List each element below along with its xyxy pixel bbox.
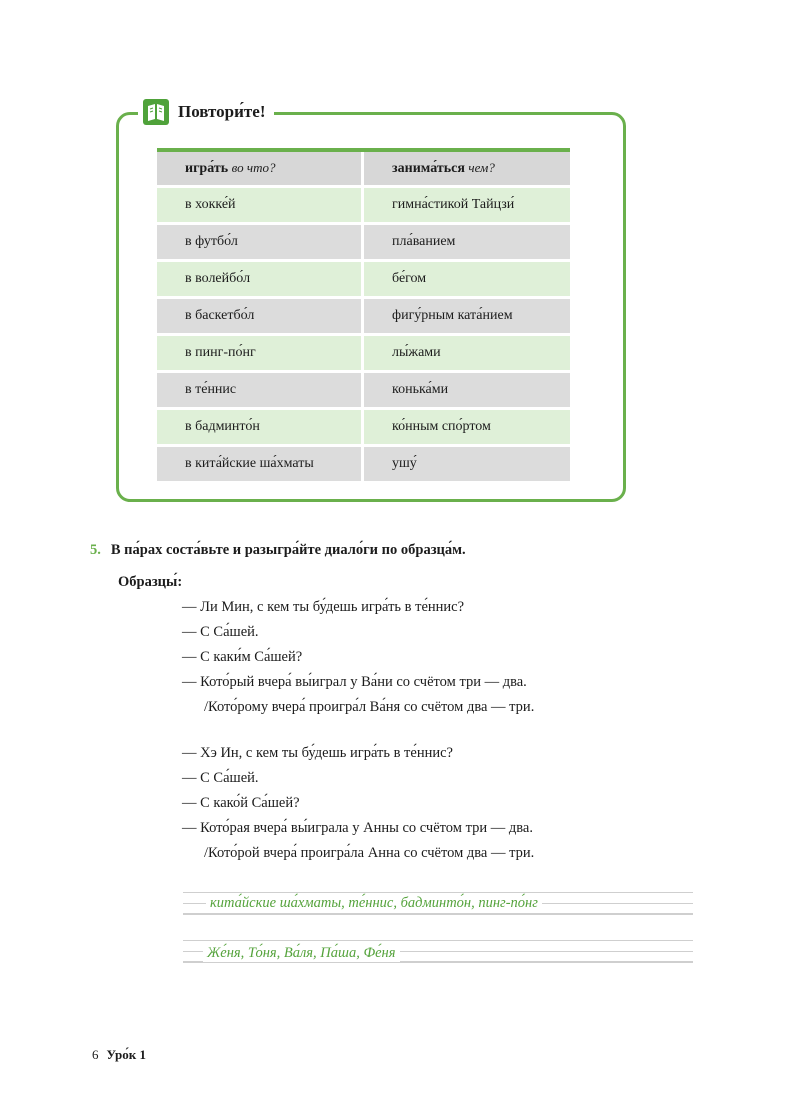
dialog-line: /Кото́рой вчера́ проигра́ла Анна со счётом два — три.: [204, 845, 535, 861]
table-cell: в пинг-по́нг: [157, 335, 363, 372]
table-row: [157, 335, 570, 372]
table-cell: конька́ми: [363, 372, 571, 409]
table-header-cell: занима́ться чем?: [363, 150, 571, 187]
table-row: [157, 446, 570, 483]
table-cell: пла́ванием: [363, 224, 571, 261]
table-row: [157, 224, 570, 261]
table-header-cell: игра́ть во что?: [157, 150, 363, 187]
table-cell: в волейбо́л: [157, 261, 363, 298]
dialog-line: /Кото́рому вчера́ проигра́л Ва́ня со счётом два — три.: [204, 699, 535, 715]
table-cell: в баскетбо́л: [157, 298, 363, 335]
dialog-line: — С каки́м Са́шей?: [182, 649, 303, 665]
dialog-line: — Хэ Ин, с кем ты бу́дешь игра́ть в те́ннис?: [182, 745, 453, 761]
table-cell: гимна́стикой Тайцзи́: [363, 187, 571, 224]
dialog-sample-2: [182, 741, 534, 866]
table-cell: в хокке́й: [157, 187, 363, 224]
table-cell: бе́гом: [363, 261, 571, 298]
table-cell: в футбо́л: [157, 224, 363, 261]
repeat-box-title: Повтори́те!: [178, 102, 266, 121]
task-text: В па́рах соста́вьте и разыгра́йте диало́ги по образца́м.: [110, 542, 466, 558]
book-icon: [142, 98, 170, 126]
page-footer: [92, 1047, 146, 1063]
lesson-label: Уро́к 1: [106, 1047, 146, 1062]
task-number: 5.: [90, 542, 101, 558]
table-cell: в те́ннис: [157, 372, 363, 409]
table-cell: ко́нным спо́ртом: [363, 409, 571, 446]
hint-games: кита́йские ша́хматы, те́ннис, бадминто́н, пинг-по́нг: [206, 895, 542, 912]
dialog-line: — С како́й Са́шей?: [182, 795, 300, 811]
samples-label: Образцы́:: [118, 574, 183, 590]
dialog-line: — С Са́шей.: [182, 624, 259, 640]
table-header-row: [157, 150, 570, 187]
table-row: [157, 261, 570, 298]
page-number: 6: [92, 1047, 99, 1062]
task-instruction: [90, 542, 466, 559]
table-row: [157, 187, 570, 224]
table-cell: фигу́рным ката́нием: [363, 298, 571, 335]
table-row: [157, 409, 570, 446]
dialog-sample-1: [182, 595, 534, 720]
dialog-line: — Кото́рая вчера́ вы́играла у Анны со счётом три — два.: [182, 820, 533, 836]
repeat-table: [157, 148, 570, 484]
repeat-box-header: [138, 96, 274, 128]
table-cell: в кита́йские ша́хматы: [157, 446, 363, 483]
table-cell: в бадминто́н: [157, 409, 363, 446]
dialog-line: — Ли Мин, с кем ты бу́дешь игра́ть в те́ннис?: [182, 599, 465, 615]
table-row: [157, 298, 570, 335]
dialog-line: — Кото́рый вчера́ вы́играл у Ва́ни со счётом три — два.: [182, 674, 527, 690]
table-cell: лы́жами: [363, 335, 571, 372]
table-cell: ушу́: [363, 446, 571, 483]
table-row: [157, 372, 570, 409]
hint-names: Же́ня, То́ня, Ва́ля, Па́ша, Фе́ня: [203, 945, 400, 962]
dialog-line: — С Са́шей.: [182, 770, 259, 786]
